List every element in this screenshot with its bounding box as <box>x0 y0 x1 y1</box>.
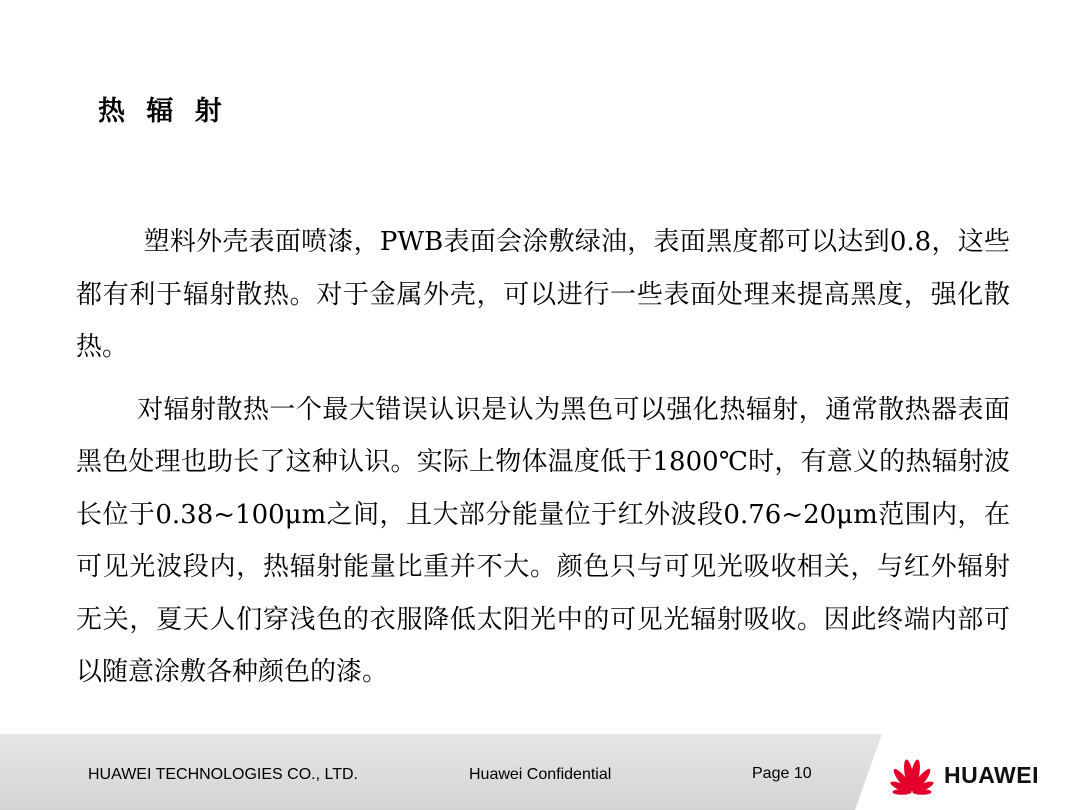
huawei-petals-icon <box>886 752 938 798</box>
page-number: Page 10 <box>752 765 812 782</box>
company-name: HUAWEI TECHNOLOGIES CO., LTD. <box>88 766 358 783</box>
huawei-logo-text: HUAWEI <box>944 762 1039 788</box>
paragraph-1: 塑料外壳表面喷漆，PWB表面会涂敷绿油，表面黑度都可以达到0.8，这些都有利于辐射散热。对于金属外壳，可以进行一些表面处理来提高黑度，强化散热。 <box>76 227 1010 362</box>
body-text <box>76 216 1010 699</box>
confidentiality-label: Huawei Confidential <box>469 766 612 783</box>
huawei-logo <box>886 752 1046 798</box>
paragraph-2: 对辐射散热一个最大错误认识是认为黑色可以强化热辐射，通常散热器表面黑色处理也助长了这种认识。实际上物体温度低于1800℃时，有意义的热辐射波长位于0.38~100μm之间，且大部分能量位于红外波段0.76~20μm范围内，在可见光波段内，热辐射能量比重并不大。颜色只与可见光吸收相关，与红外辐射无关，夏天人们穿浅色的衣服降低太阳光中的可见光辐射吸收。因此终端内部可以随意涂敷各种颜色的漆。 <box>76 394 1010 687</box>
slide-title: 热 辐 射 <box>98 96 228 127</box>
